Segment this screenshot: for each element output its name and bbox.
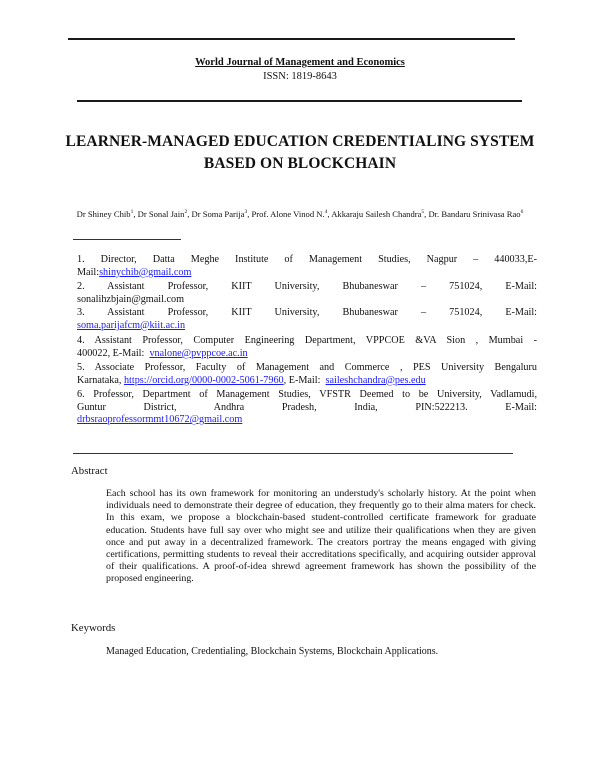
title-line-1: LEARNER-MANAGED EDUCATION CREDENTIALING SYSTEM bbox=[65, 133, 535, 150]
affiliation-2-line-1: 2. Assistant Professor, KIIT University, Bhubaneswar – 751024, E-Mail: bbox=[77, 281, 537, 292]
author-3: Dr Soma Parija bbox=[191, 208, 245, 219]
title-line-2: BASED ON BLOCKCHAIN bbox=[203, 155, 397, 172]
author-1-affil: 1 bbox=[130, 209, 134, 215]
journal-issn: ISSN: 1819-8643 bbox=[263, 71, 337, 82]
affiliation-2 bbox=[77, 281, 537, 306]
affiliation-1-line-1: 1. Director, Datta Meghe Institute of Management Studies, Nagpur – 440033,E- bbox=[77, 254, 537, 265]
affiliation-3-line-1: 3. Assistant Professor, KIIT University, Bhubaneswar – 751024, E-Mail: bbox=[77, 307, 537, 318]
author-list: Dr Shiney Chib$^1$, Dr Sonal Jain$^2$, Dr Soma Parija$^3$, Prof. Alone Vinod N.$^4$, Akkaraju Sailesh Chandra$^5$, Dr. Bandaru Srinivasa Rao$^6$ bbox=[76, 208, 524, 219]
affiliation-6-line-2: Guntur District, Andhra Pradesh, India, PIN:522213. E-Mail: bbox=[77, 401, 537, 413]
affiliation-4 bbox=[77, 335, 537, 360]
author-2-affil: 2 bbox=[184, 209, 188, 215]
author-5-affil: 5 bbox=[421, 209, 425, 215]
author-2: Dr Sonal Jain bbox=[137, 208, 185, 219]
paper-title bbox=[40, 131, 560, 175]
affiliation-5-mid: , E-Mail: bbox=[283, 374, 326, 386]
author-6-affil: 6 bbox=[520, 209, 524, 215]
affiliation-6 bbox=[77, 389, 537, 427]
affiliation-1-prefix: Mail: bbox=[77, 266, 100, 278]
affiliation-5-line-1: 5. Associate Professor, Faculty of Management and Commerce , PES University Bengaluru bbox=[77, 362, 537, 373]
author-5: Akkaraju Sailesh Chandra bbox=[331, 208, 422, 219]
email-link-6[interactable]: drbsraoprofessormmt10672@gmail.com bbox=[77, 414, 243, 426]
author-3-affil: 3 bbox=[244, 209, 248, 215]
abstract-body: Each school has its own framework for monitoring an understudy's scholarly history. At the point when individuals need to demonstrate their degree of education, they frequently go to their alma maters for check. In this exam, we propose a blockchain-based student-controlled certificate framework for graduate education. Students have full say over who might see and utilize their qualifications when they are given once and put away in a decentralized framework. The creators portray the means engaged with giving certifications, permitting students to reveal their accreditations specifically, and acquiring outsider approval of their qualifications. A proof-of-idea shrewd agreement framework has shown the possibility of the proposed engineering. bbox=[106, 488, 536, 585]
email-link-5[interactable]: saileshchandra@pes.edu bbox=[325, 374, 426, 386]
keywords-heading: Keywords bbox=[71, 622, 116, 634]
email-link-1[interactable]: shinychib@gmail.com bbox=[99, 266, 192, 278]
author-1: Dr Shiney Chib bbox=[76, 208, 131, 219]
affiliation-5 bbox=[77, 362, 537, 387]
header-rule bbox=[77, 100, 522, 102]
top-rule bbox=[68, 38, 515, 40]
keywords-body: Managed Education, Credentialing, Blockchain Systems, Blockchain Applications. bbox=[106, 646, 439, 657]
affiliation-bottom-rule bbox=[73, 453, 513, 454]
affiliation-5-prefix: Karnataka, bbox=[77, 374, 124, 386]
author-6: Dr. Bandaru Srinivasa Rao bbox=[428, 208, 521, 219]
affiliation-3 bbox=[77, 307, 537, 332]
author-4: Prof. Alone Vinod N. bbox=[251, 208, 325, 219]
affiliation-1 bbox=[77, 254, 537, 279]
email-link-4[interactable]: vnalone@pvppcoe.ac.in bbox=[149, 347, 248, 359]
affiliation-separator bbox=[73, 239, 181, 240]
orcid-link[interactable]: https://orcid.org/0000-0002-5061-7960 bbox=[123, 374, 284, 386]
affiliation-4-prefix: 400022, E-Mail: bbox=[77, 347, 150, 359]
journal-name: World Journal of Management and Economics bbox=[195, 57, 405, 68]
author-4-affil: 4 bbox=[324, 209, 328, 215]
affiliation-4-line-1: 4. Assistant Professor, Computer Engineering Department, VPPCOE &VA Sion , Mumbai - bbox=[77, 335, 537, 346]
affiliation-2-email: sonalihzbjain@gmail.com bbox=[77, 293, 184, 305]
abstract-heading: Abstract bbox=[71, 465, 108, 477]
affiliation-6-line-1: 6. Professor, Department of Management Studies, VFSTR Deemed to be University, Vadlamudi, bbox=[77, 389, 537, 400]
email-link-3[interactable]: soma.parijafcm@kiit.ac.in bbox=[77, 319, 186, 331]
